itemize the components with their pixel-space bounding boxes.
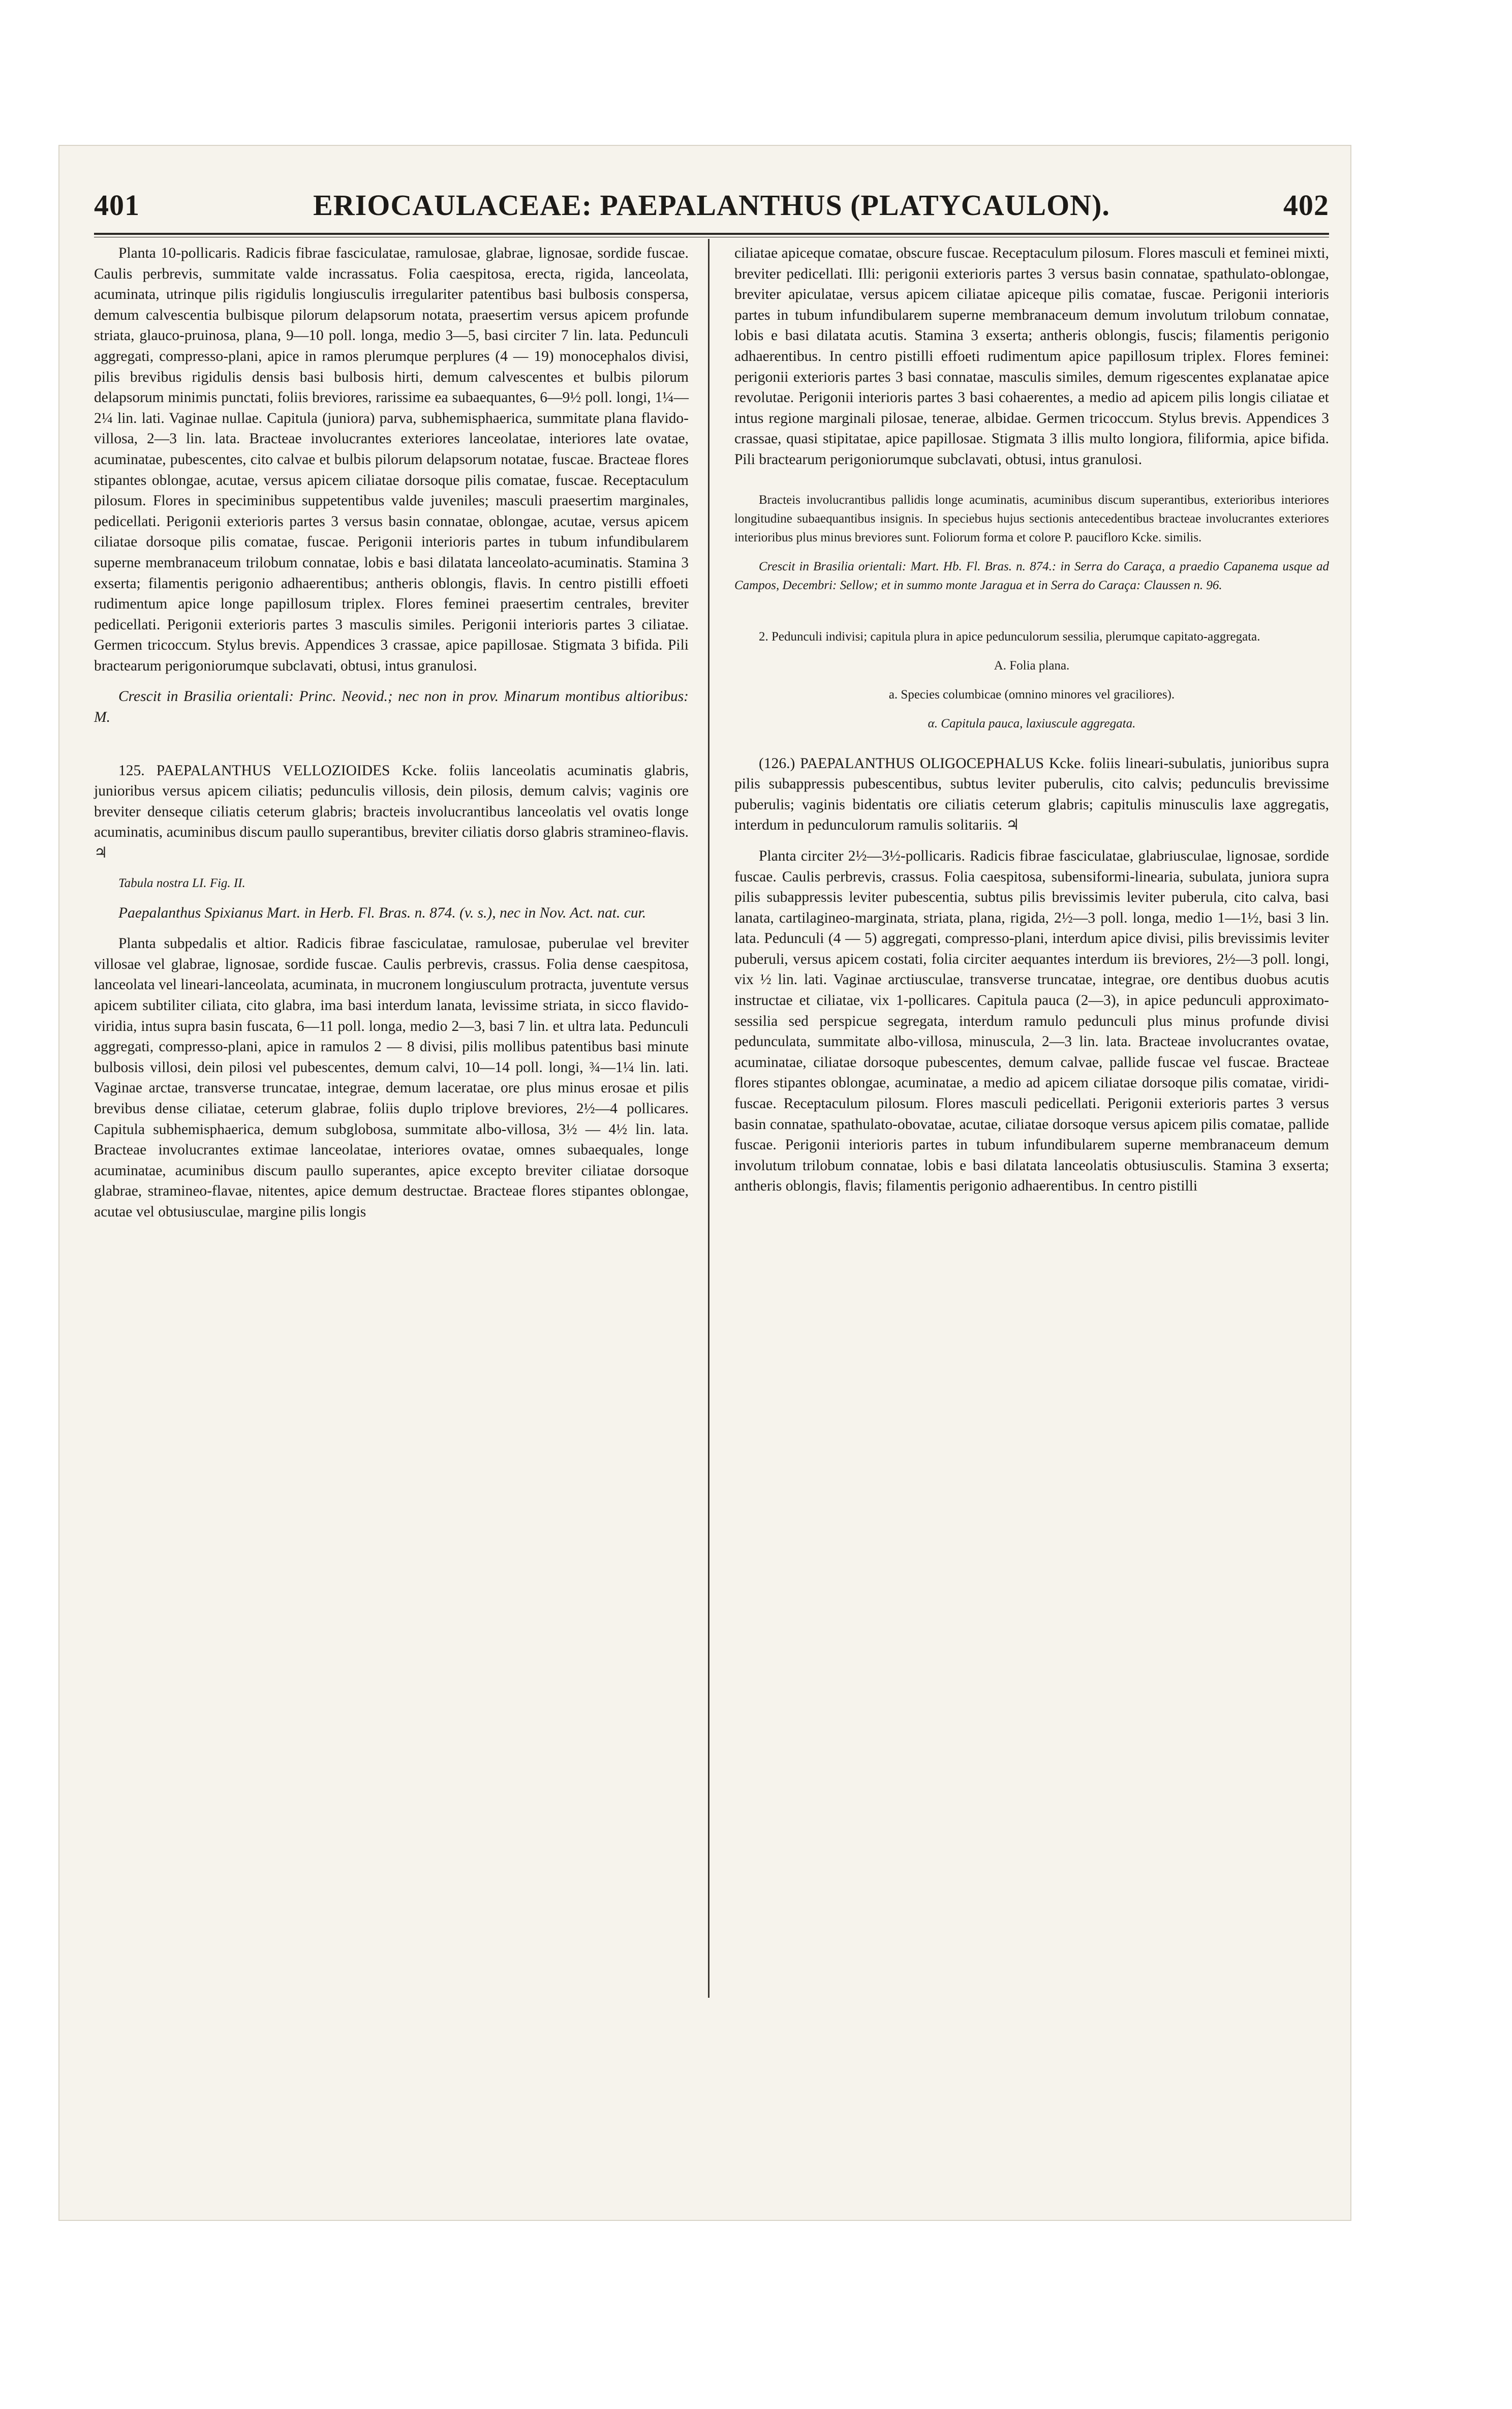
note-paragraph: Bracteis involucrantibus pallidis longe acuminatis, acuminibus discum superantibus, exterioribus interiores longitudine subaequantibus insignis. In speciebus hujus sectionis antecedentibus bracteae involucrantes exteriores interioribus plus minus breviores sunt. Foliorum forma et colore P. paucifloro Kcke. similis. [734,493,1329,544]
plate-reference: Tabula nostra LI. Fig. II. [118,876,245,890]
page-number-right: 402 [1283,189,1329,222]
description-paragraph-125: Planta subpedalis et altior. Radicis fibrae fasciculatae, ramulosae, puberulae vel breviter villosae vel glabrae, lignosae, sordide fuscae. Caulis perbrevis, crassus. Folia dense caespitosa, lanceolata vel lineari-lanceolata, acuminata, in mucronem longiusculum protracta, juventute versus apicem subtiliter ciliata, cito glabra, ima basi interdum lanata, levissime striata, in sicco flavido-viridia, intus supra basin fuscata, 6—11 poll. longa, medio 2—3, basi 7 lin. et ultra lata. Pedunculi aggregati, compresso-plani, apice in ramulos 2 — 8 divisi, pilis mollibus patentibus basi minute bulbosis villosi, dein pilosi vel pubescentes, demum calvi, 10—14 poll. longi, ¾—1¼ lin. lati. Vaginae arctae, transverse truncatae, integrae, demum laceratae, ore plus minus erosae et pilis brevibus dense ciliatae, ceterum glabrae, foliis duplo triplove breviores, 2½—4 pollicares. Capitula subhemisphaerica, demum subglobosa, summitate albo-villosa, 3½ — 4½ lin. lata. Bracteae involucrantes extimae lanceolatae, interiores ovatae, omnes subaequales, longe acuminatae, acuminibus discum paullo superantes, apice excepto breviter ciliatae dorsoque glabrae, stramineo-flavae, nitentes, apice demum destructae. Bracteae flores stipantes oblongae, acutae vel obtusiusculae, margine pilis longis [94,935,689,1220]
synonym: Paepalanthus Spixianus Mart. in Herb. Fl. Bras. n. 874. (v. s.), nec in Nov. Act. nat. cur. [118,904,646,921]
species-125-diagnosis: 125. PAEPALANTHUS VELLOZIOIDES Kcke. foliis lanceolatis acuminatis glabris, junioribus versus apicem ciliatis; pedunculis villosis, dein pilosis, demum calvis; vaginis ore breviter denseque ciliatis ceterum glabris; bracteis involucrantibus lanceolatis vel ovatis longe acuminatis, acuminibus discum paullo superantibus, breviter ciliatis dorso glabris stramineo-flavis. ♃ [94,762,689,862]
key-item-a: a. Species columbicae (omnino minores vel graciliores). [888,687,1175,702]
key-item-A: A. Folia plana. [994,658,1070,673]
column-divider [708,239,709,1998]
left-column [94,243,689,1223]
locality-paragraph: Crescit in Brasilia orientali: Princ. Neovid.; nec non in prov. Minarum montibus altioribus: M. [94,688,689,726]
description-paragraph-126: Planta circiter 2½—3½-pollicaris. Radicis fibrae fasciculatae, glabriusculae, lignosae, sordide fuscae. Caulis perbrevis, crassus. Folia caespitosa, subensiformi-linearia, subulata, juniora supra pilis subappressis leviter pubescentia, subtus pilis brevissimis leviter puberula, cito calva, basi lanata, cartilagineo-marginata, striata, plana, rigida, 2½—3 poll. longa, medio 1—1½, basi 3 lin. lata. Pedunculi (4 — 5) aggregati, compresso-plani, interdum apice divisi, pilis brevissimis leviter puberuli, versus apicem costati, folia circiter aequantes interdum iis breviores, 2½—3 poll. longi, vix ½ lin. lati. Vaginae arctiusculae, transverse truncatae, integrae, ore dentibus duobus acutis instructae et ciliatae, vix 1-pollicares. Capitula pauca (2—3), in apice pedunculi approximato-sessilia sed perspicue segregata, interdum ramulo pedunculi plus minus profunde divisi pedunculata, summitate albo-villosa, minuscula, 2—3 lin. lata. Bracteae involucrantes ovatae, acuminatae, ciliatae dorsoque pubescentes, demum calvae, pallide fuscae vel fuscae. Bracteae flores stipantes oblongae, acuminatae, a medio ad apicem ciliatae dorsoque pilis comatae, viridi-fuscae. Receptaculum pilosum. Flores masculi pedicellati. Perigonii exterioris partes 3 versus basin connatae, spathulato-obovatae, acutae, ciliatae dorsoque versus apicem pilis comatae, pallide fuscae. Perigonii interioris partes in tubum infundibularem superne membranaceum demum involutum trilobum connatae, lobis e basi dilatata lanceolatis obtusiusculis. Stamina 3 exserta; antheris oblongis, flavis; filamentis perigonio adhaerentibus. In centro pistilli [734,847,1329,1195]
page-number-left: 401 [94,189,140,222]
species-126-diagnosis: (126.) PAEPALANTHUS OLIGOCEPHALUS Kcke. foliis lineari-subulatis, junioribus supra pilis subappressis pubescentibus, subtus leviter puberulis, cito calvis; pedunculis brevissime puberulis; vaginis bidentatis ore ciliatis ceterum glabris; capitulis minusculis laxe aggregatis, interdum in pedunculorum ramulis solitariis. ♃ [734,755,1329,834]
description-paragraph: Planta 10-pollicaris. Radicis fibrae fasciculatae, ramulosae, glabrae, lignosae, sordide fuscae. Caulis perbrevis, summitate valde incrassatus. Folia caespitosa, erecta, rigida, lanceolata, acuminata, utrinque pilis rigidulis longiusculis irregulariter patentibus basi bulbosis conspersa, demum calvescentia bulbisque pilorum delapsorum notata, praesertim versus apicem profunde striata, glauco-pruinosa, plana, 9—10 poll. longa, medio 3—5, basi circiter 7 lin. lata. Pedunculi aggregati, compresso-plani, apice in ramos plerumque perplures (4 — 19) monocephalos divisi, pilis brevibus rigidulis densis basi bulbosis hirti, demum calvescentes et bulbis pilorum delapsorum minimis punctati, foliis breviores, rarissime ea subaequantes, 6—9½ poll. longi, 1¼—2¼ lin. lati. Vaginae nullae. Capitula (juniora) parva, subhemisphaerica, summitate plana flavido-villosa, 2—3 lin. lata. Bracteae involucrantes exteriores lanceolatae, interiores late ovatae, acuminatae, pubescentes, cito calvae et bulbis pilorum delapsorum notatae, fuscae. Bracteae flores stipantes oblongae, acutae, versus apicem ciliatae dorsoque pilis comatae, fuscae. Receptaculum pilosum. Flores in speciminibus suppetentibus valde juveniles; masculi praesertim marginales, pedicellati. Perigonii exterioris partes 3 versus basin connatae, oblongae, acutae, versus apicem ciliatae dorsoque pilis comatae, fuscae. Perigonii interioris partes in tubum infundibularem superne membranaceum trilobum connatae, lobis e basi dilatata lanceolato-acuminatis. Stamina 3 exserta; filamentis perigonio adhaerentibus; antheris oblongis, flavis. In centro pistilli effoeti rudimentum apice longe papillosum triplex. Flores feminei praesertim centrales, breviter pedicellati. Perigonii exterioris partes 3 masculis similes. Perigonii interioris partes 3 ciliatae. Germen tricoccum. Stylus brevis. Appendices 3 crassae, apice papillosae. Stigmata 3 bifida. Pili bractearum perigoniorumque subclavati, obtusi, intus granulosi. [94,245,689,674]
running-title: ERIOCAULACEAE: PAEPALANTHUS (PLATYCAULON). [313,189,1110,222]
locality-paragraph-125: Crescit in Brasilia orientali: Mart. Hb. Fl. Bras. n. 874.: in Serra do Caraça, a praedio Capanema usque ad Campos, Decembri: Sellow; et in summo monte Jaragua et in Serra do Caraça: Claussen n. 96. [734,559,1329,592]
right-column [734,243,1329,1197]
page-header [94,188,1329,229]
key-item-alpha: α. Capitula pauca, laxiuscule aggregata. [928,716,1136,730]
header-rule [94,233,1329,235]
key-item-2: 2. Pedunculi indivisi; capitula plura in apice pedunculorum sessilia, plerumque capitato-aggregata. [759,629,1260,644]
description-continuation: ciliatae apiceque comatae, obscure fuscae. Receptaculum pilosum. Flores masculi et feminei mixti, breviter pedicellati. Illi: perigonii exterioris partes 3 versus basin connatae, spathulato-oblongae, breviter apiculatae, versus apicem ciliatae apiceque pilis comatae, fuscae. Perigonii interioris partes in tubum infundibularem superne membranaceum demum involutum trilobum connatae, lobis e basi dilatata acutis. Stamina 3 exserta; antheris oblongis, fuscis; filamentis perigonio adhaerentibus. In centro pistilli effoeti rudimentum apice papillosum triplex. Flores feminei: perigonii exterioris partes 3 basi connatae, masculis similes, demum rigescentes explanatae apice revolutae. Perigonii interioris partes 3 basi cohaerentes, a medio ad apicem pilis longis ciliatae et intus regione marginali pilosae, tenerae, albidae. Germen tricoccum. Stylus brevis. Appendices 3 crassae, quasi stipitatae, apice papillosae. Stigmata 3 illis multo longiora, filiformia, apice bifida. Pili bractearum perigoniorumque subclavati, obtusi, intus granulosi. [734,245,1329,468]
